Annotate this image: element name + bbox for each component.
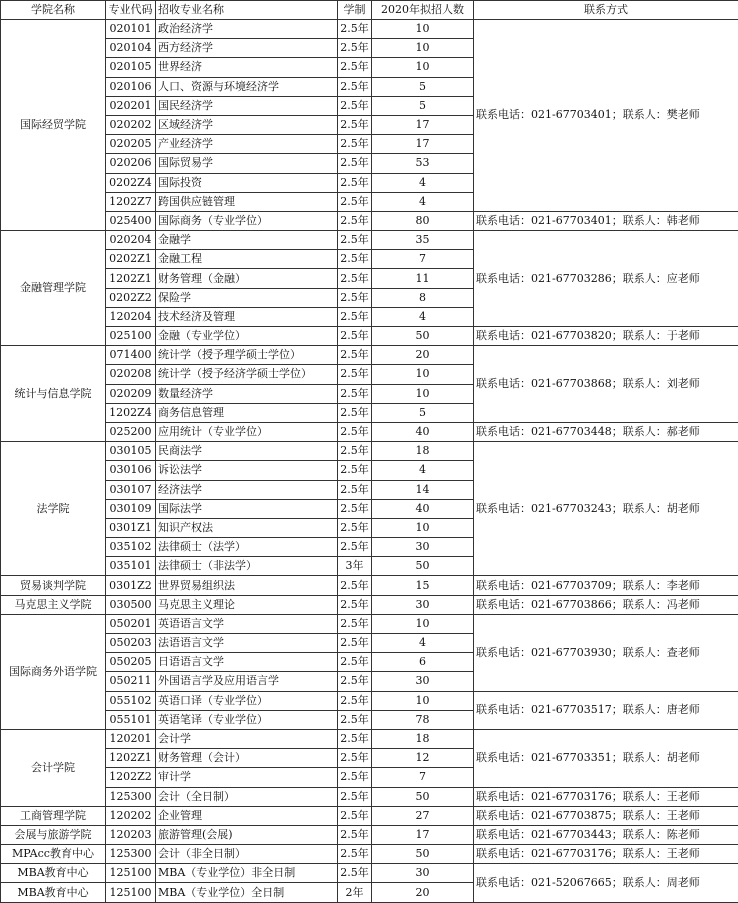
years-cell: 2.5年 <box>338 288 372 307</box>
quota-cell: 10 <box>372 518 474 537</box>
table-row <box>1 20 738 39</box>
quota-cell: 11 <box>372 269 474 288</box>
college-name-cell: MBA教育中心 <box>1 864 106 883</box>
college-name-cell: 统计与信息学院 <box>1 346 106 442</box>
years-cell: 2.5年 <box>338 634 372 653</box>
major-code-cell: 020105 <box>106 58 156 77</box>
years-cell: 2.5年 <box>338 135 372 154</box>
major-name-cell: 国际法学 <box>156 499 338 518</box>
major-name-cell: 英语口译（专业学位） <box>156 691 338 710</box>
table-row <box>1 576 738 595</box>
quota-cell: 8 <box>372 288 474 307</box>
quota-cell: 40 <box>372 499 474 518</box>
major-code-cell: 125100 <box>106 883 156 903</box>
years-cell: 2.5年 <box>338 749 372 768</box>
major-name-cell: 国际商务（专业学位） <box>156 211 338 230</box>
major-code-cell: 020208 <box>106 365 156 384</box>
major-name-cell: 世界经济 <box>156 58 338 77</box>
major-code-cell: 030105 <box>106 442 156 461</box>
quota-cell: 4 <box>372 634 474 653</box>
quota-cell: 5 <box>372 403 474 422</box>
major-code-cell: 1202Z7 <box>106 192 156 211</box>
quota-cell: 15 <box>372 576 474 595</box>
major-name-cell: 商务信息管理 <box>156 403 338 422</box>
major-name-cell: 跨国供应链管理 <box>156 192 338 211</box>
contact-cell: 联系电话：021-67703351；联系人：胡老师 <box>474 729 738 787</box>
major-name-cell: 金融（专业学位） <box>156 327 338 346</box>
years-cell: 2.5年 <box>338 39 372 58</box>
quota-cell: 50 <box>372 787 474 806</box>
major-name-cell: 人口、资源与环境经济学 <box>156 77 338 96</box>
years-cell: 2.5年 <box>338 691 372 710</box>
contact-cell: 联系电话：021-67703176；联系人：王老师 <box>474 845 738 864</box>
major-code-cell: 020202 <box>106 115 156 134</box>
college-name-cell: 会展与旅游学院 <box>1 825 106 844</box>
major-code-cell: 020205 <box>106 135 156 154</box>
major-name-cell: 外国语言学及应用语言学 <box>156 672 338 691</box>
major-code-cell: 1202Z1 <box>106 749 156 768</box>
years-cell: 2.5年 <box>338 806 372 825</box>
contact-cell: 联系电话：021-67703286；联系人：应老师 <box>474 231 738 327</box>
major-name-cell: 统计学（授予理学硕士学位） <box>156 346 338 365</box>
years-cell: 2.5年 <box>338 499 372 518</box>
quota-cell: 17 <box>372 825 474 844</box>
major-code-cell: 055101 <box>106 710 156 729</box>
quota-cell: 5 <box>372 77 474 96</box>
major-name-cell: 国际贸易学 <box>156 154 338 173</box>
major-name-cell: 保险学 <box>156 288 338 307</box>
quota-cell: 7 <box>372 250 474 269</box>
major-name-cell: 审计学 <box>156 768 338 787</box>
quota-cell: 10 <box>372 384 474 403</box>
major-code-cell: 0202Z2 <box>106 288 156 307</box>
header-row <box>1 1 738 20</box>
quota-cell: 30 <box>372 595 474 614</box>
major-name-cell: MBA（专业学位）全日制 <box>156 883 338 903</box>
contact-cell: 联系电话：021-67703868；联系人：刘老师 <box>474 346 738 423</box>
major-code-cell: 1202Z2 <box>106 768 156 787</box>
contact-cell: 联系电话：021-67703709；联系人：李老师 <box>474 576 738 595</box>
contact-cell: 联系电话：021-67703866；联系人：冯老师 <box>474 595 738 614</box>
major-code-cell: 025100 <box>106 327 156 346</box>
major-code-cell: 025200 <box>106 422 156 441</box>
major-name-cell: 财务管理（金融） <box>156 269 338 288</box>
major-code-cell: 125100 <box>106 864 156 883</box>
contact-cell: 联系电话：021-67703875；联系人：王老师 <box>474 806 738 825</box>
table-body <box>1 20 738 903</box>
major-name-cell: 旅游管理(会展) <box>156 825 338 844</box>
table-row <box>1 231 738 250</box>
years-cell: 2.5年 <box>338 845 372 864</box>
table-row <box>1 691 738 710</box>
major-name-cell: 统计学（授予经济学硕士学位） <box>156 365 338 384</box>
major-name-cell: 日语语言文学 <box>156 653 338 672</box>
years-cell: 2.5年 <box>338 250 372 269</box>
quota-cell: 50 <box>372 557 474 576</box>
years-cell: 2.5年 <box>338 365 372 384</box>
years-cell: 2.5年 <box>338 672 372 691</box>
college-name-cell: MBA教育中心 <box>1 883 106 903</box>
years-cell: 2.5年 <box>338 710 372 729</box>
major-code-cell: 050211 <box>106 672 156 691</box>
contact-cell: 联系电话：021-67703930；联系人：查老师 <box>474 614 738 691</box>
major-code-cell: 0301Z1 <box>106 518 156 537</box>
major-code-cell: 050201 <box>106 614 156 633</box>
years-cell: 2.5年 <box>338 595 372 614</box>
table-row <box>1 346 738 365</box>
quota-cell: 10 <box>372 58 474 77</box>
major-code-cell: 020206 <box>106 154 156 173</box>
header-contact: 联系方式 <box>474 1 738 20</box>
major-name-cell: 金融工程 <box>156 250 338 269</box>
years-cell: 2.5年 <box>338 211 372 230</box>
major-name-cell: 应用统计（专业学位） <box>156 422 338 441</box>
major-name-cell: 产业经济学 <box>156 135 338 154</box>
major-code-cell: 035101 <box>106 557 156 576</box>
quota-cell: 30 <box>372 864 474 883</box>
contact-cell: 联系电话：021-67703820；联系人：于老师 <box>474 327 738 346</box>
quota-cell: 17 <box>372 115 474 134</box>
major-name-cell: MBA（专业学位）非全日制 <box>156 864 338 883</box>
major-name-cell: 世界贸易组织法 <box>156 576 338 595</box>
quota-cell: 10 <box>372 691 474 710</box>
college-name-cell: 法学院 <box>1 442 106 576</box>
major-name-cell: 马克思主义理论 <box>156 595 338 614</box>
years-cell: 2.5年 <box>338 518 372 537</box>
quota-cell: 30 <box>372 538 474 557</box>
years-cell: 2.5年 <box>338 422 372 441</box>
major-name-cell: 法语语言文学 <box>156 634 338 653</box>
quota-cell: 14 <box>372 480 474 499</box>
contact-cell: 联系电话：021-67703401；联系人：樊老师 <box>474 20 738 212</box>
years-cell: 2.5年 <box>338 154 372 173</box>
major-code-cell: 030109 <box>106 499 156 518</box>
years-cell: 2.5年 <box>338 115 372 134</box>
major-name-cell: 民商法学 <box>156 442 338 461</box>
major-code-cell: 030500 <box>106 595 156 614</box>
table-row <box>1 614 738 633</box>
major-code-cell: 020204 <box>106 231 156 250</box>
quota-cell: 20 <box>372 346 474 365</box>
major-name-cell: 金融学 <box>156 231 338 250</box>
major-code-cell: 120201 <box>106 729 156 748</box>
quota-cell: 30 <box>372 672 474 691</box>
major-code-cell: 120204 <box>106 307 156 326</box>
quota-cell: 10 <box>372 365 474 384</box>
table-row <box>1 864 738 883</box>
major-code-cell: 055102 <box>106 691 156 710</box>
major-code-cell: 030107 <box>106 480 156 499</box>
major-name-cell: 数量经济学 <box>156 384 338 403</box>
quota-cell: 4 <box>372 173 474 192</box>
quota-cell: 17 <box>372 135 474 154</box>
quota-cell: 40 <box>372 422 474 441</box>
table-row <box>1 595 738 614</box>
table-row <box>1 806 738 825</box>
major-code-cell: 1202Z1 <box>106 269 156 288</box>
years-cell: 2.5年 <box>338 173 372 192</box>
years-cell: 2.5年 <box>338 461 372 480</box>
major-code-cell: 035102 <box>106 538 156 557</box>
contact-cell: 联系电话：021-67703243；联系人：胡老师 <box>474 442 738 576</box>
header-code: 专业代码 <box>106 1 156 20</box>
major-code-cell: 0202Z1 <box>106 250 156 269</box>
years-cell: 2.5年 <box>338 307 372 326</box>
college-name-cell: 贸易谈判学院 <box>1 576 106 595</box>
years-cell: 2.5年 <box>338 442 372 461</box>
years-cell: 2.5年 <box>338 346 372 365</box>
years-cell: 2.5年 <box>338 576 372 595</box>
major-code-cell: 071400 <box>106 346 156 365</box>
quota-cell: 4 <box>372 461 474 480</box>
college-name-cell: 国际经贸学院 <box>1 20 106 231</box>
table-row <box>1 422 738 441</box>
major-code-cell: 030106 <box>106 461 156 480</box>
quota-cell: 50 <box>372 327 474 346</box>
contact-cell: 联系电话：021-67703443；联系人：陈老师 <box>474 825 738 844</box>
years-cell: 2.5年 <box>338 825 372 844</box>
quota-cell: 35 <box>372 231 474 250</box>
major-name-cell: 知识产权法 <box>156 518 338 537</box>
major-code-cell: 020106 <box>106 77 156 96</box>
quota-cell: 78 <box>372 710 474 729</box>
header-major: 招收专业名称 <box>156 1 338 20</box>
contact-cell: 联系电话：021-67703448；联系人：郝老师 <box>474 422 738 441</box>
major-name-cell: 政治经济学 <box>156 20 338 39</box>
contact-cell: 联系电话：021-67703517；联系人：唐老师 <box>474 691 738 729</box>
major-name-cell: 国际投资 <box>156 173 338 192</box>
table-row <box>1 442 738 461</box>
major-code-cell: 120203 <box>106 825 156 844</box>
quota-cell: 18 <box>372 729 474 748</box>
major-name-cell: 会计（全日制） <box>156 787 338 806</box>
years-cell: 2.5年 <box>338 58 372 77</box>
college-name-cell: 国际商务外语学院 <box>1 614 106 729</box>
quota-cell: 5 <box>372 96 474 115</box>
years-cell: 2.5年 <box>338 77 372 96</box>
header-college: 学院名称 <box>1 1 106 20</box>
years-cell: 2.5年 <box>338 614 372 633</box>
quota-cell: 80 <box>372 211 474 230</box>
major-name-cell: 会计学 <box>156 729 338 748</box>
major-name-cell: 诉讼法学 <box>156 461 338 480</box>
years-cell: 2.5年 <box>338 653 372 672</box>
major-name-cell: 法律硕士（法学） <box>156 538 338 557</box>
years-cell: 2.5年 <box>338 269 372 288</box>
quota-cell: 6 <box>372 653 474 672</box>
major-name-cell: 西方经济学 <box>156 39 338 58</box>
table-row <box>1 729 738 748</box>
years-cell: 2.5年 <box>338 538 372 557</box>
years-cell: 2.5年 <box>338 96 372 115</box>
years-cell: 2.5年 <box>338 787 372 806</box>
major-code-cell: 125300 <box>106 787 156 806</box>
major-name-cell: 企业管理 <box>156 806 338 825</box>
college-name-cell: 会计学院 <box>1 729 106 806</box>
years-cell: 2.5年 <box>338 20 372 39</box>
major-name-cell: 财务管理（会计） <box>156 749 338 768</box>
contact-cell: 联系电话：021-52067665；联系人：周老师 <box>474 864 738 903</box>
years-cell: 2.5年 <box>338 768 372 787</box>
major-code-cell: 050205 <box>106 653 156 672</box>
table-row <box>1 845 738 864</box>
years-cell: 3年 <box>338 557 372 576</box>
quota-cell: 27 <box>372 806 474 825</box>
years-cell: 2.5年 <box>338 403 372 422</box>
header-years: 学制 <box>338 1 372 20</box>
header-quota: 2020年拟招人数 <box>372 1 474 20</box>
years-cell: 2.5年 <box>338 480 372 499</box>
major-code-cell: 050203 <box>106 634 156 653</box>
table-row <box>1 327 738 346</box>
major-name-cell: 英语语言文学 <box>156 614 338 633</box>
years-cell: 2.5年 <box>338 231 372 250</box>
major-name-cell: 经济法学 <box>156 480 338 499</box>
major-code-cell: 120202 <box>106 806 156 825</box>
years-cell: 2.5年 <box>338 327 372 346</box>
quota-cell: 18 <box>372 442 474 461</box>
major-code-cell: 025400 <box>106 211 156 230</box>
college-name-cell: 工商管理学院 <box>1 806 106 825</box>
college-name-cell: 马克思主义学院 <box>1 595 106 614</box>
contact-cell: 联系电话：021-67703401；联系人：韩老师 <box>474 211 738 230</box>
major-name-cell: 区域经济学 <box>156 115 338 134</box>
major-name-cell: 法律硕士（非法学） <box>156 557 338 576</box>
quota-cell: 10 <box>372 20 474 39</box>
major-code-cell: 020104 <box>106 39 156 58</box>
major-code-cell: 020101 <box>106 20 156 39</box>
major-name-cell: 会计（非全日制） <box>156 845 338 864</box>
quota-cell: 53 <box>372 154 474 173</box>
table-row <box>1 211 738 230</box>
table-row <box>1 787 738 806</box>
quota-cell: 50 <box>372 845 474 864</box>
years-cell: 2年 <box>338 883 372 903</box>
table-row <box>1 825 738 844</box>
major-name-cell: 英语笔译（专业学位） <box>156 710 338 729</box>
quota-cell: 10 <box>372 39 474 58</box>
quota-cell: 12 <box>372 749 474 768</box>
quota-cell: 20 <box>372 883 474 903</box>
major-code-cell: 020201 <box>106 96 156 115</box>
major-code-cell: 1202Z4 <box>106 403 156 422</box>
years-cell: 2.5年 <box>338 729 372 748</box>
major-code-cell: 0202Z4 <box>106 173 156 192</box>
major-name-cell: 国民经济学 <box>156 96 338 115</box>
contact-cell: 联系电话：021-67703176；联系人：王老师 <box>474 787 738 806</box>
major-code-cell: 0301Z2 <box>106 576 156 595</box>
years-cell: 2.5年 <box>338 192 372 211</box>
years-cell: 2.5年 <box>338 864 372 883</box>
quota-cell: 10 <box>372 614 474 633</box>
quota-cell: 4 <box>372 307 474 326</box>
college-name-cell: MPAcc教育中心 <box>1 845 106 864</box>
quota-cell: 7 <box>372 768 474 787</box>
college-name-cell: 金融管理学院 <box>1 231 106 346</box>
quota-cell: 4 <box>372 192 474 211</box>
major-code-cell: 020209 <box>106 384 156 403</box>
major-code-cell: 125300 <box>106 845 156 864</box>
major-name-cell: 技术经济及管理 <box>156 307 338 326</box>
years-cell: 2.5年 <box>338 384 372 403</box>
